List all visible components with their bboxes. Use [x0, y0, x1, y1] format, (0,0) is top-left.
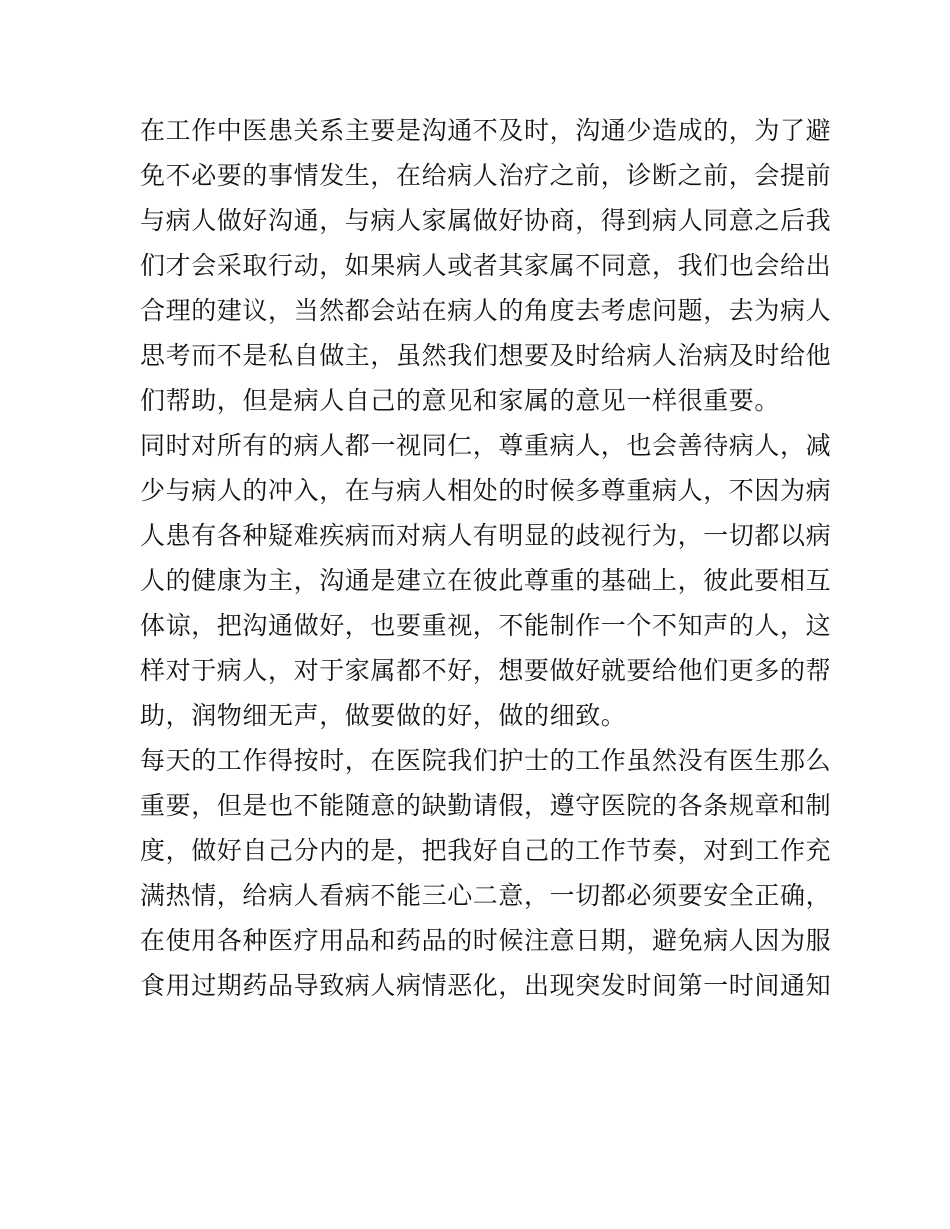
text-line: 少与病人的冲入，在与病人相处的时候多尊重病人，不因为病 — [140, 476, 832, 505]
text-line: 食用过期药品导致病人病情恶化，出现突发时间第一时间通知 — [140, 971, 832, 1000]
paragraph-2 — [140, 423, 832, 738]
document-body — [140, 108, 832, 1008]
text-line: 免不必要的事情发生，在给病人治疗之前，诊断之前，会提前 — [140, 161, 832, 190]
text-line: 满热情，给病人看病不能三心二意，一切都必须要安全正确， — [140, 881, 832, 910]
text-line: 助，润物细无声，做要做的好，做的细致。 — [140, 701, 627, 730]
text-line: 重要，但是也不能随意的缺勤请假，遵守医院的各条规章和制 — [140, 791, 832, 820]
text-line: 合理的建议，当然都会站在病人的角度去考虑问题，去为病人 — [140, 296, 832, 325]
text-line: 每天的工作得按时，在医院我们护士的工作虽然没有医生那么 — [140, 746, 832, 775]
text-line: 们帮助，但是病人自己的意见和家属的意见一样很重要。 — [140, 386, 781, 415]
text-line: 体谅，把沟通做好，也要重视，不能制作一个不知声的人，这 — [140, 611, 832, 640]
text-line: 度，做好自己分内的是，把我好自己的工作节奏，对到工作充 — [140, 836, 832, 865]
text-line: 人患有各种疑难疾病而对病人有明显的歧视行为，一切都以病 — [140, 521, 832, 550]
text-line: 思考而不是私自做主，虽然我们想要及时给病人治病及时给他 — [140, 341, 832, 370]
text-line: 人的健康为主，沟通是建立在彼此尊重的基础上，彼此要相互 — [140, 566, 832, 595]
text-line: 在使用各种医疗用品和药品的时候注意日期，避免病人因为服 — [140, 926, 832, 955]
text-line: 同时对所有的病人都一视同仁，尊重病人，也会善待病人，减 — [140, 431, 832, 460]
text-line: 样对于病人，对于家属都不好，想要做好就要给他们更多的帮 — [140, 656, 832, 685]
paragraph-3 — [140, 738, 832, 1008]
text-line: 与病人做好沟通，与病人家属做好协商，得到病人同意之后我 — [140, 206, 832, 235]
text-line: 们才会采取行动，如果病人或者其家属不同意，我们也会给出 — [140, 251, 832, 280]
text-line: 在工作中医患关系主要是沟通不及时，沟通少造成的，为了避 — [140, 116, 832, 145]
paragraph-1 — [140, 108, 832, 423]
